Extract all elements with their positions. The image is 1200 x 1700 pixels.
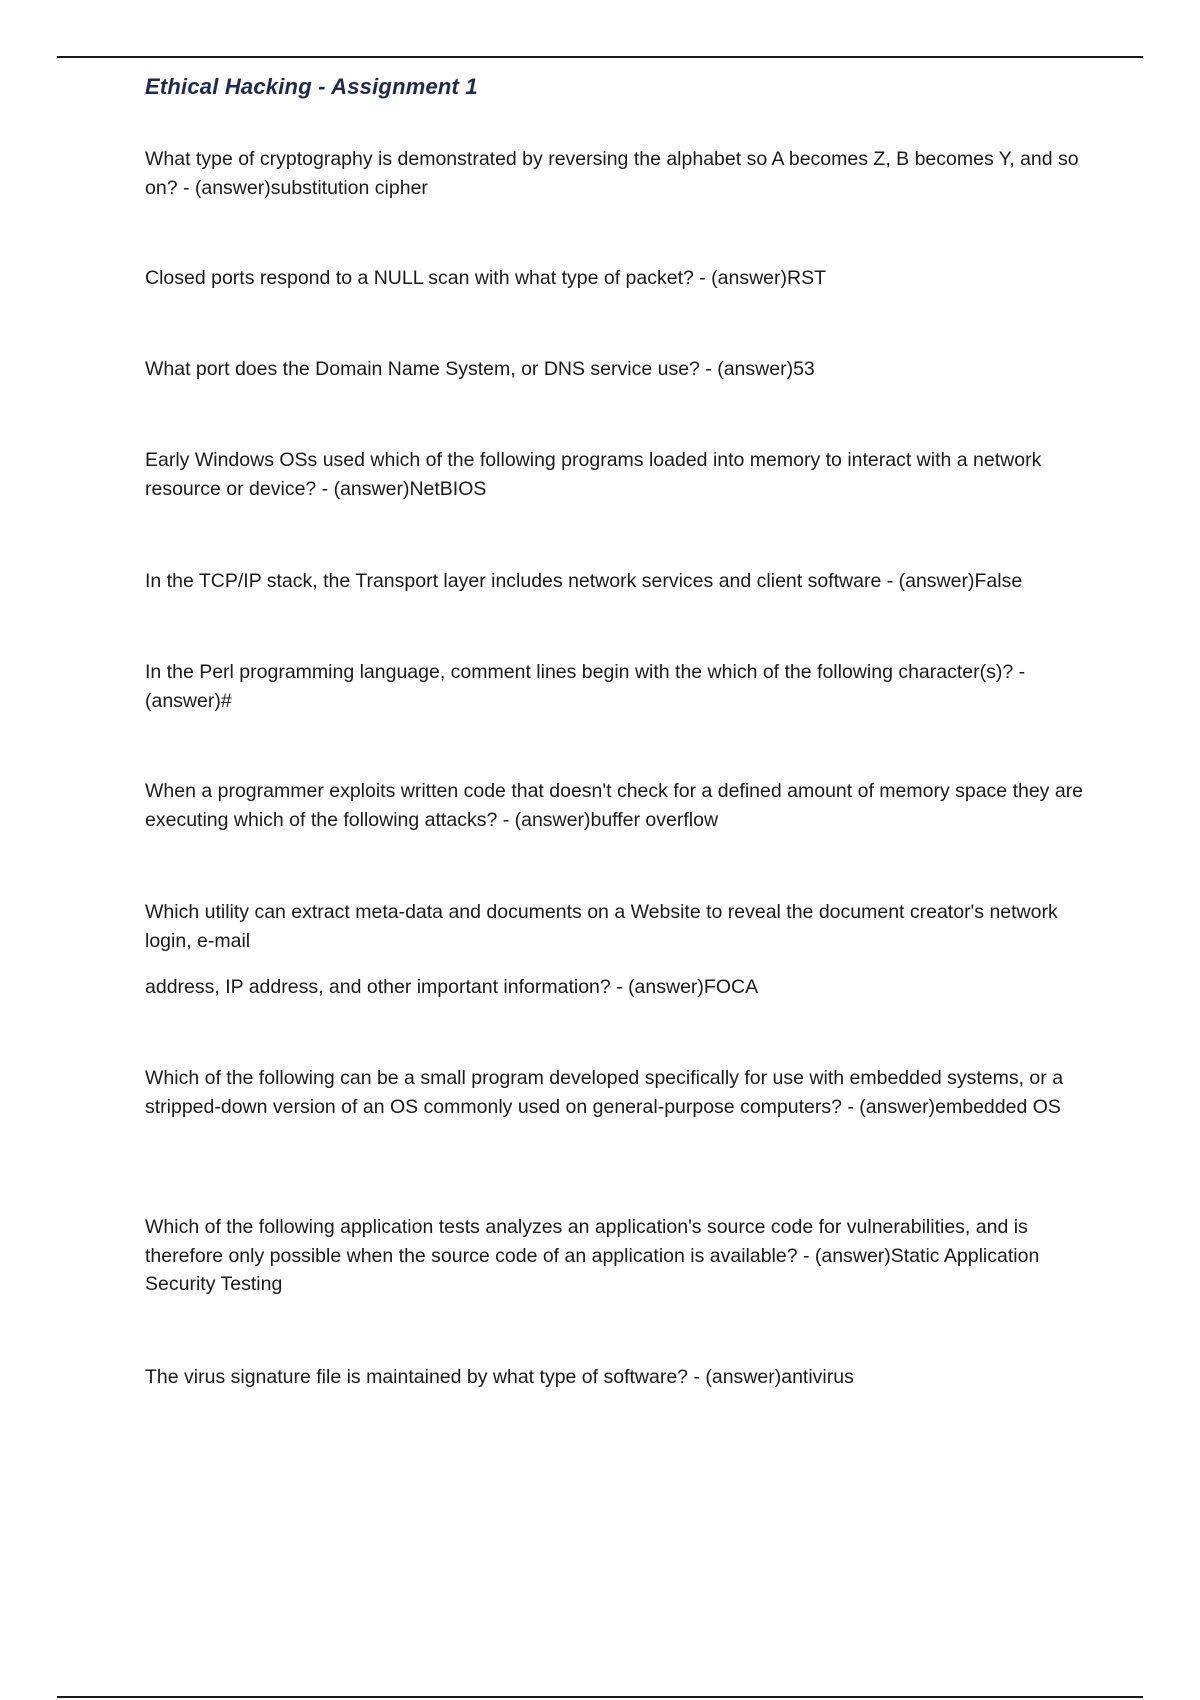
- qa-text: Which of the following can be a small program developed specifically for use with embedded systems, or a stripped-down version of an OS commonly used on general-purpose computers? - (answer)embedded OS: [145, 1067, 1064, 1118]
- question-text: The virus signature file is maintained by what type of software?: [145, 1366, 689, 1388]
- qa-text: Closed ports respond to a NULL scan with what type of packet? - (answer)RST: [145, 267, 827, 289]
- qa-text: The virus signature file is maintained by what type of software? - (answer)antivirus: [145, 1366, 854, 1388]
- qa-text-continued: address, IP address, and other important information? - (answer)FOCA: [145, 976, 759, 998]
- qa-item-7: [145, 777, 1085, 834]
- answer-text: RST: [787, 267, 827, 289]
- qa-text: What type of cryptography is demonstrated by reversing the alphabet so A becomes Z, B becomes Y, and so on? - (answer)substitution cipher: [145, 148, 1079, 199]
- qa-item-10: [145, 1213, 1085, 1299]
- answer-text: embedded OS: [935, 1095, 1061, 1118]
- answer-text: antivirus: [781, 1366, 854, 1388]
- qa-text: In the TCP/IP stack, the Transport layer includes network services and client software - (answer)False: [145, 570, 1023, 592]
- qa-item-8: [145, 898, 1085, 1002]
- qa-text: In the Perl programming language, comment lines begin with the which of the following character(s)? - (answer)#: [145, 661, 1026, 712]
- question-text: In the Perl programming language, comment lines begin with the which of the following character(s)?: [145, 661, 1014, 683]
- question-text: When a programmer exploits written code that doesn't check for a defined amount of memory space they are executing which of the following attacks?: [145, 780, 1084, 831]
- question-text: Which of the following application tests analyzes an application's source code for vulnerabilities, and is therefore only possible when the source code of an application is available?: [145, 1216, 1028, 1267]
- qa-item-3: [145, 355, 1085, 384]
- answer-text: buffer overflow: [590, 808, 719, 831]
- answer-text: NetBIOS: [409, 477, 487, 500]
- document-title: Ethical Hacking - Assignment 1: [145, 74, 478, 99]
- qa-item-4: [145, 446, 1085, 503]
- answer-text: FOCA: [703, 976, 759, 998]
- question-text: Early Windows OSs used which of the following programs loaded into memory to interact with a network resource or device?: [145, 449, 1042, 500]
- answer-text: False: [974, 570, 1023, 592]
- qa-item-2: [145, 264, 1085, 293]
- question-text-continued: address, IP address, and other important information?: [145, 976, 611, 998]
- answer-text: substitution cipher: [270, 176, 428, 199]
- question-text: Which utility can extract meta-data and documents on a Website to reveal the document creator's network login, e-mail: [145, 901, 1058, 952]
- qa-item-11: [145, 1363, 1085, 1392]
- answer-text: 53: [793, 358, 815, 380]
- qa-text: [145, 898, 1085, 955]
- qa-item-9: [145, 1064, 1085, 1121]
- bottom-rule: [57, 1696, 1143, 1698]
- top-rule: [57, 56, 1143, 58]
- question-text: Closed ports respond to a NULL scan with what type of packet?: [145, 267, 694, 289]
- question-text: In the TCP/IP stack, the Transport layer includes network services and client software: [145, 570, 882, 592]
- qa-item-5: [145, 567, 1085, 596]
- question-text: What port does the Domain Name System, or DNS service use?: [145, 358, 700, 380]
- question-text: Which of the following can be a small program developed specifically for use with embedded systems, or a stripped-down version of an OS commonly used on general-purpose computers?: [145, 1067, 1064, 1118]
- qa-text: When a programmer exploits written code that doesn't check for a defined amount of memory space they are executing which of the following attacks? - (answer)buffer overflow: [145, 780, 1084, 831]
- qa-text: Which of the following application tests analyzes an application's source code for vulnerabilities, and is therefore only possible when the source code of an application is available? - (answer)Static Application Security Testing: [145, 1216, 1040, 1295]
- qa-text: Early Windows OSs used which of the following programs loaded into memory to interact with a network resource or device? - (answer)NetBIOS: [145, 449, 1042, 500]
- answer-text: Static Application Security Testing: [145, 1244, 1040, 1295]
- question-text: What type of cryptography is demonstrated by reversing the alphabet so A becomes Z, B becomes Y, and so on?: [145, 148, 1079, 199]
- answer-text: #: [220, 689, 232, 712]
- qa-item-1: [145, 145, 1085, 202]
- qa-text: What port does the Domain Name System, or DNS service use? - (answer)53: [145, 358, 815, 380]
- qa-item-6: [145, 658, 1085, 715]
